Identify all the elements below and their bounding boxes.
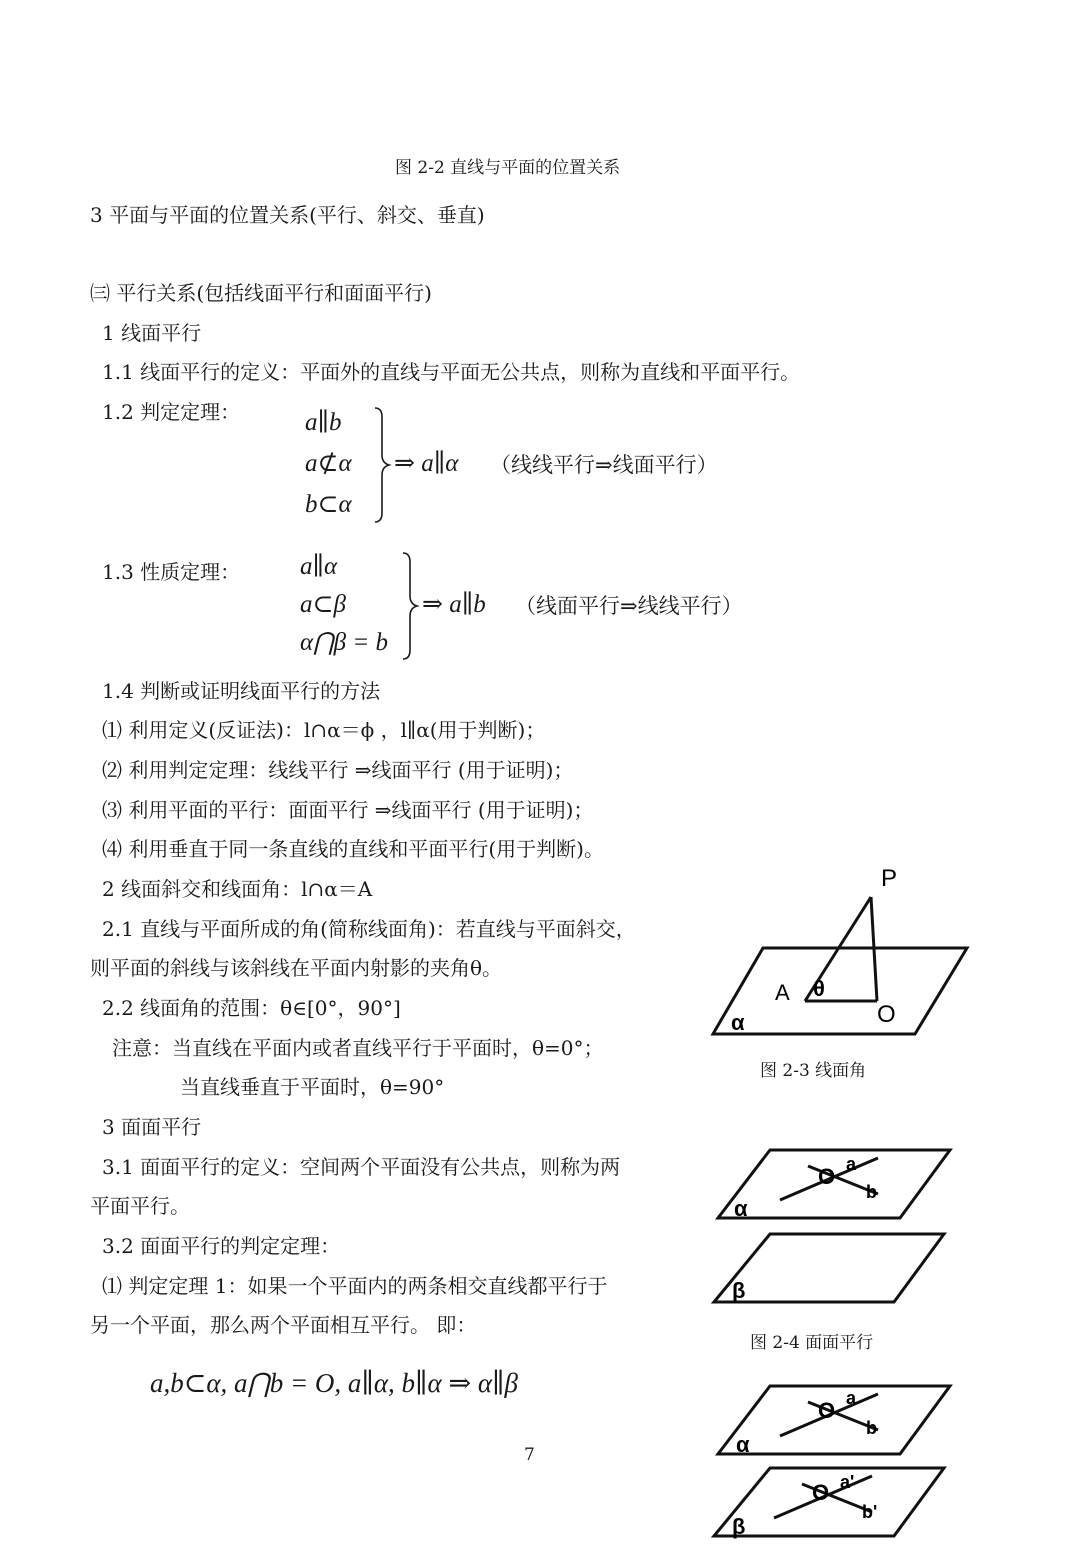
label-beta: β [732,1514,746,1539]
heading-line-plane-angle: 2 线面斜交和线面角：l∩α＝A [102,877,373,901]
label-a-prime: a' [840,1472,855,1492]
page-number: 7 [524,1445,535,1465]
angle-range: 2.2 线面角的范围：θ∈[0°，90°] [102,996,401,1020]
criterion-note: （线线平行⇒线面平行） [490,453,718,477]
heading-plane-plane-parallel: 3 面面平行 [102,1115,202,1139]
label-O-prime-plane: O [812,1480,830,1505]
criterion-premise-3: b⊂α [305,491,352,518]
label-alpha: α [731,1010,745,1035]
label-a: a [846,1154,857,1174]
definition-line-plane-angle-1: 2.1 直线与平面所成的角(简称线面角)：若直线与平面斜交， [102,917,636,941]
figure-plane-parallel [708,1140,958,1320]
criterion-1-line-1: ⑴ 判定定理 1：如果一个平面内的两条相交直线都平行于 [102,1274,608,1298]
heading-property-theorem: 1.3 性质定理： [102,560,241,584]
property-premise-1: a∥α [300,553,338,580]
label-b-prime: b' [862,1502,878,1522]
heading-criterion-theorem: 1.2 判定定理： [102,400,241,424]
criterion-premise-1: a∥b [305,409,342,436]
plane-parallel-formula: a,b⊂α, a⋂b = O, a∥α, b∥α ⇒ α∥β [150,1368,518,1398]
right-brace-icon [372,405,396,525]
definition-line-plane-angle-2: 则平面的斜线与该斜线在平面内射影的夹角θ。 [90,956,503,980]
property-premise-3: α⋂β = b [300,629,388,656]
property-note: （线面平行⇒线线平行） [515,594,743,618]
method-3: ⑶ 利用平面的平行：面面平行 ⇒线面平行 (用于证明)； [102,798,594,822]
label-a: a [846,1388,857,1408]
method-1: ⑴ 利用定义(反证法)：l∩α＝ϕ ，l∥α(用于判断)； [102,718,546,742]
label-O: O [818,1398,836,1423]
section-heading-plane-relations: 3 平面与平面的位置关系(平行、斜交、垂直) [90,203,485,227]
subsection-heading-parallel: ㈢ 平行关系(包括线面平行和面面平行) [90,281,432,305]
figure-plane-parallel-2 [708,1376,958,1546]
figure-caption-2-2: 图 2-2 直线与平面的位置关系 [395,158,621,178]
label-theta: θ [813,976,825,1001]
method-4: ⑷ 利用垂直于同一条直线的直线和平面平行(用于判断)。 [102,837,604,861]
figure-caption-2-3: 图 2-3 线面角 [760,1061,867,1081]
note-line-2: 当直线垂直于平面时，θ=90° [180,1075,445,1099]
label-O: O [818,1164,836,1189]
property-premise-2: a⊂β [300,591,346,618]
figure-caption-2-4: 图 2-4 面面平行 [750,1333,874,1353]
label-alpha: α [736,1432,750,1457]
definition-plane-parallel-2: 平面平行。 [90,1194,190,1218]
heading-proof-methods: 1.4 判断或证明线面平行的方法 [102,679,381,703]
label-alpha: α [734,1196,748,1221]
label-P: P [881,865,898,892]
definition-plane-parallel-1: 3.1 面面平行的定义：空间两个平面没有公共点，则称为两 [102,1155,621,1179]
note-line-1: 注意：当直线在平面内或者直线平行于平面时，θ=0°； [112,1036,604,1060]
property-result: ⇒ a∥b [422,591,486,618]
label-b: b [866,1418,877,1438]
method-2: ⑵ 利用判定定理：线线平行 ⇒线面平行 (用于证明)； [102,758,574,782]
criterion-premise-2: a⊄α [305,450,352,477]
criterion-result: ⇒ a∥α [394,450,459,477]
label-beta: β [732,1278,746,1303]
right-brace-icon [400,550,424,662]
heading-plane-parallel-criterion: 3.2 面面平行的判定定理： [102,1234,341,1258]
label-b: b [866,1182,877,1202]
heading-line-plane-parallel: 1 线面平行 [102,321,202,345]
definition-line-plane-parallel: 1.1 线面平行的定义：平面外的直线与平面无公共点，则称为直线和平面平行。 [102,360,801,384]
label-O: O [877,1001,896,1028]
label-A: A [775,980,790,1005]
figure-line-plane-angle [705,860,985,1040]
criterion-1-line-2: 另一个平面，那么两个平面相互平行。 即： [90,1313,477,1337]
